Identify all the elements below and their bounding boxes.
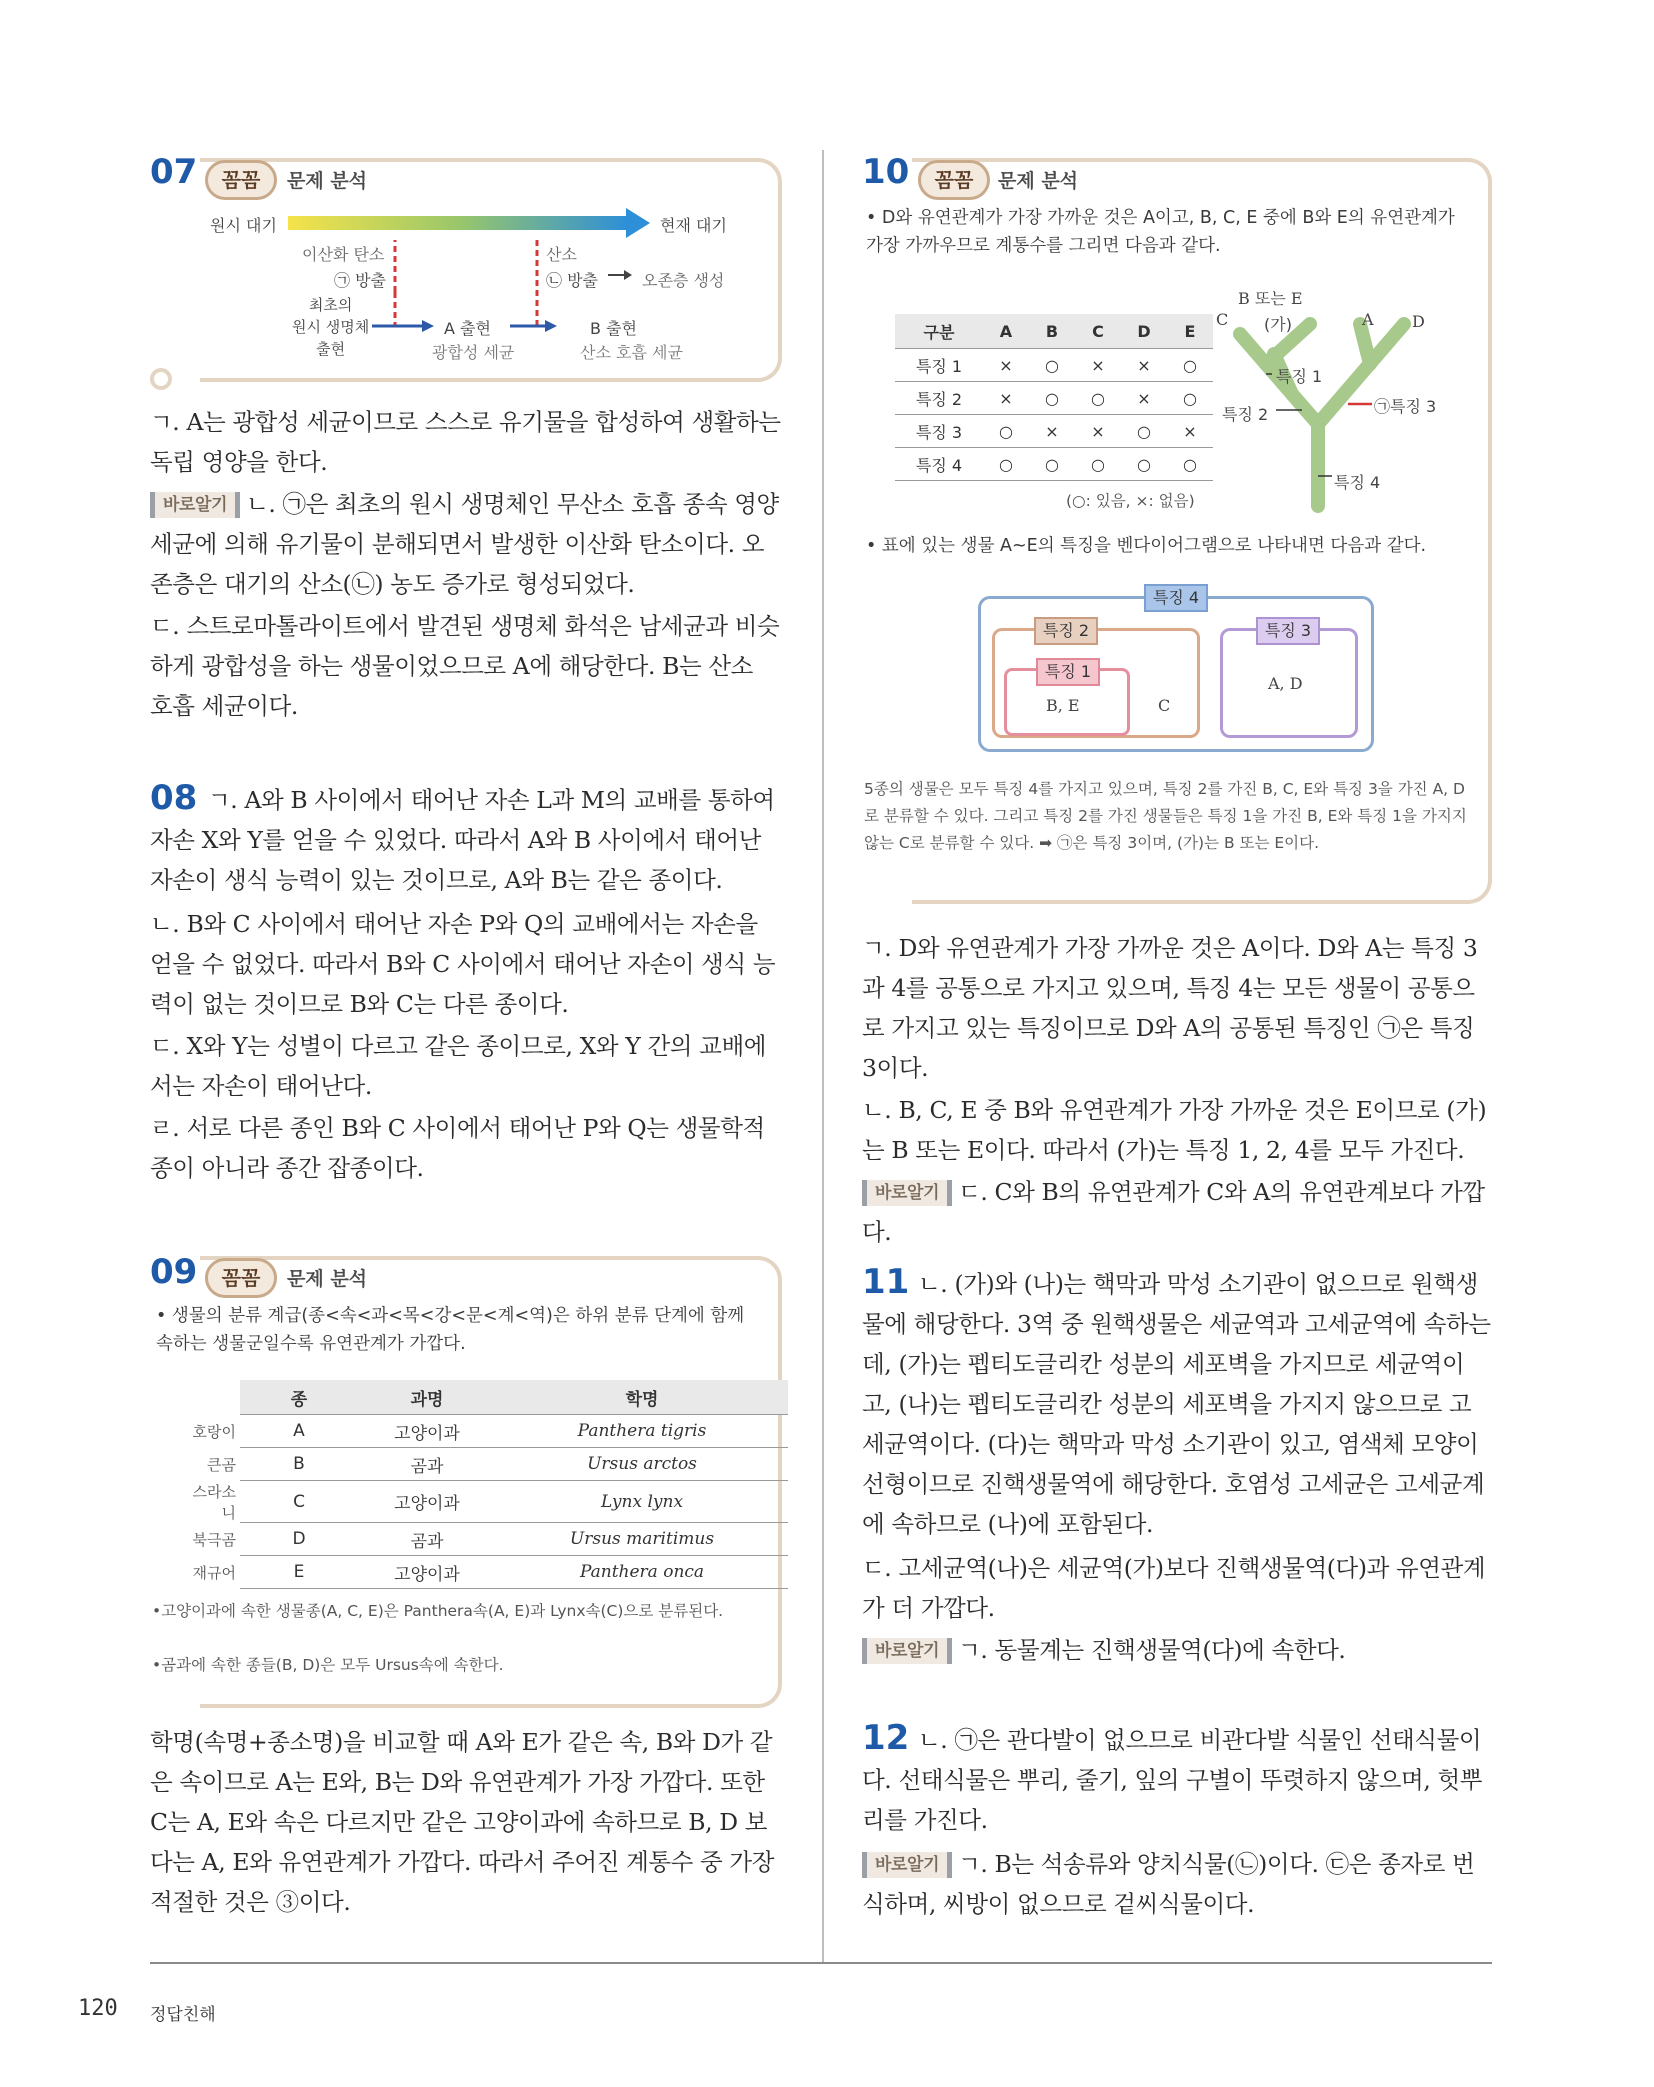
pill-kkomkkom: 꼼꼼 xyxy=(918,160,990,200)
q08-para-1: ㄱ. A와 B 사이에서 태어난 자손 L과 M의 교배를 통하여 자손 X와 Y를 얻을 수 있었다. 따라서 A와 B 사이에서 태어난 자손이 생식 능력이 있는 것이므로, A와 B는 같은 종이다. xyxy=(150,786,775,894)
tree-c: C xyxy=(1216,310,1229,329)
pill-kkomkkom: 꼼꼼 xyxy=(205,1258,277,1298)
q07-para-2: 바로알기 ㄴ. ㉠은 최초의 원시 생명체인 무산소 호흡 종속 영양 세균에 의해 유기물이 분해되면서 발생한 이산화 탄소이다. 오존층은 대기의 산소(㉡) 농도 증가로 형성되었다. xyxy=(150,490,779,598)
table-row: 특징 4 ○ ○ ○ ○ ○ xyxy=(895,448,1213,481)
box-title: 문제 분석 xyxy=(287,170,368,192)
q10-para-1: ㄱ. D와 유연관계가 가장 가까운 것은 A이다. D와 A는 특징 3과 4를 공통으로 가지고 있으며, 특징 4는 모든 생물이 공통으로 가지고 있는 특징이므로 D와 A의 공통된 특징인 ㉠은 특징 3이다. xyxy=(862,934,1478,1082)
question-number-08: 08 xyxy=(150,778,198,818)
question-number-11: 11 xyxy=(862,1262,910,1302)
box-title: 문제 분석 xyxy=(998,170,1079,192)
table-row: 큰곰 B 곰과 Ursus arctos xyxy=(176,1448,788,1481)
q10-para-3: 바로알기 ㄷ. C와 B의 유연관계가 C와 A의 유연관계보다 가깝다. xyxy=(862,1178,1485,1246)
box-knob xyxy=(150,368,172,390)
q09-intro: • 생물의 분류 계급(종<속<과<목<강<문<계<역)은 하위 분류 단계에 함께 속하는 생물군일수록 유연관계가 가깝다. xyxy=(156,1306,745,1354)
footer-rule xyxy=(150,1962,1492,1964)
question-number-09: 09 xyxy=(150,1252,198,1292)
q08-answer xyxy=(150,780,782,902)
q11-answer-rest xyxy=(862,1548,1492,1672)
wrong-badge: 바로알기 xyxy=(862,1180,952,1206)
table-row: 호랑이 A 고양이과 Panthera tigris xyxy=(176,1415,788,1448)
venn-t3-label: 특징 3 xyxy=(1256,617,1320,645)
tree-t1: 특징 1 xyxy=(1276,367,1323,386)
table-legend: (○: 있음, ×: 없음) xyxy=(1066,492,1195,510)
q07-para-3: ㄷ. 스트로마톨라이트에서 발견된 생명체 화석은 남세균과 비슷하게 광합성을 하는 생물이었으므로 A에 해당한다. B는 산소 호흡 세균이다. xyxy=(150,612,780,720)
a-appear: A 출현 xyxy=(444,319,491,338)
q09-answer xyxy=(150,1722,782,1924)
wrong-badge: 바로알기 xyxy=(150,492,240,518)
table-row: 재규어 E 고양이과 Panthera onca xyxy=(176,1556,788,1589)
table-row: 스라소니 C 고양이과 Lynx lynx xyxy=(176,1481,788,1523)
q11-para-1: ㄴ. (가)와 (나)는 핵막과 막성 소기관이 없으므로 원핵생물에 해당한다. 3역 중 원핵생물은 세균역과 고세균역에 속하는데, (가)는 펩티도글리칸 성분의 세포벽을 가지므로 세균역이고, (나)는 펩티도글리칸 성분의 세포벽을 가지지 않으므로 고세균역이다. (다)는 핵막과 막성 소기관이 있고, 염색체 모양이 선형이므로 진핵생물역에 해당한다. 호염성 고세균은 고세균계에 속하므로 (나)에 포함된다. xyxy=(862,1270,1491,1538)
q09-para: 학명(속명+종소명)을 비교할 때 A와 E가 같은 속, B와 D가 같은 속이므로 A는 E와, B는 D와 유연관계가 가장 가깝다. 또한 C는 A, E와 속은 다르지만 같은 고양이과에 속하므로 B, D 보다는 A, E와 유연관계가 가깝다. 따라서 주어진 계통수 중 가장 적절한 것은 ③이다. xyxy=(150,1728,775,1916)
arrow-right-label: 현재 대기 xyxy=(660,216,727,235)
wrong-badge: 바로알기 xyxy=(862,1852,952,1878)
question-number-12: 12 xyxy=(862,1718,910,1758)
tree-t3: ㉠특징 3 xyxy=(1374,397,1437,416)
venn-intro: • 표에 있는 생물 A~E의 특징을 벤다이어그램으로 나타내면 다음과 같다. xyxy=(866,536,1427,556)
trait-table-wrap xyxy=(895,314,1213,481)
q11-para-3: 바로알기 ㄱ. 동물계는 진핵생물역(다)에 속한다. xyxy=(862,1630,1492,1670)
table-row: 북극곰 D 곰과 Ursus maritimus xyxy=(176,1523,788,1556)
q12-answer xyxy=(862,1720,1492,1842)
table-row: 특징 2 × ○ ○ × ○ xyxy=(895,382,1213,415)
co2-release: ㉠ 방출 xyxy=(334,271,386,290)
q11-para-2: ㄷ. 고세균역(나)은 세균역(가)보다 진핵생물역(다)과 유연관계가 더 가깝다. xyxy=(862,1554,1486,1622)
venn-ad: A, D xyxy=(1268,674,1303,693)
q10-note: 5종의 생물은 모두 특징 4를 가지고 있으며, 특징 2를 가진 B, C, E와 특징 3을 가진 A, D로 분류할 수 있다. 그리고 특징 2를 가진 생물들은 특징 1을 가진 B, E와 특징 1을 가지지 않는 C로 분류할 수 있다. ➡ ㉠은 특징 3이며, (가)는 B 또는 E이다. xyxy=(864,780,1467,852)
q08-para-3: ㄷ. X와 Y는 성별이 다르고 같은 종이므로, X와 Y 간의 교배에서는 자손이 태어난다. xyxy=(150,1032,767,1100)
q12-para-2: 바로알기 ㄱ. B는 석송류와 양치식물(㉡)이다. ㉢은 종자로 번식하며, 씨방이 없으므로 겉씨식물이다. xyxy=(862,1850,1475,1918)
arrow-head-icon xyxy=(626,208,650,238)
footer-label: 정답친해 xyxy=(150,2005,216,2025)
tree-t2: 특징 2 xyxy=(1222,405,1269,424)
q08-para-2: ㄴ. B와 C 사이에서 태어난 자손 P와 Q의 교배에서는 자손을 얻을 수 없었다. 따라서 B와 C 사이에서 태어난 자손이 생식 능력이 없는 것이므로 B와 C는 다른 종이다. xyxy=(150,910,776,1018)
tree-b-or-e: B 또는 E xyxy=(1238,289,1303,308)
classification-table-wrap xyxy=(176,1380,788,1589)
q12-answer-rest xyxy=(862,1844,1492,1926)
venn-t2-label: 특징 2 xyxy=(1034,617,1098,645)
page-number: 120 xyxy=(78,1996,118,2021)
a-type: 광합성 세균 xyxy=(432,343,515,362)
table-row: 특징 3 ○ × × ○ × xyxy=(895,415,1213,448)
venn-be: B, E xyxy=(1046,696,1080,715)
q07-answer xyxy=(150,402,782,728)
trait-table: 구분 A B C D E 특징 1 × ○ × × ○ 특징 2 × ○ ○ × ○ 특징 3 ○ × × ○ × 특징 4 ○ ○ ○ ○ ○ xyxy=(895,314,1213,481)
tree-a: A xyxy=(1362,310,1374,329)
q08-answer-rest xyxy=(150,904,782,1190)
b-appear: B 출현 xyxy=(590,319,637,338)
pill-kkomkkom: 꼼꼼 xyxy=(205,160,277,200)
q10-intro: • D와 유연관계가 가장 가까운 것은 A이고, B, C, E 중에 B와 E의 유연관계가 가장 가까우므로 계통수를 그리면 다음과 같다. xyxy=(866,208,1455,256)
o2-release: ㉡ 방출 xyxy=(546,271,598,290)
th-sci: 학명 xyxy=(496,1380,788,1415)
th-family: 과명 xyxy=(358,1380,496,1415)
venn-t1-label: 특징 1 xyxy=(1036,658,1100,686)
venn-c: C xyxy=(1158,696,1171,715)
q09-foot-1: •고양이과에 속한 생물종(A, C, E)은 Panthera속(A, E)과 Lynx속(C)으로 분류된다. xyxy=(152,1602,724,1620)
table-row: 특징 1 × ○ × × ○ xyxy=(895,349,1213,382)
tree-ga: (가) xyxy=(1264,315,1292,334)
q08-para-4: ㄹ. 서로 다른 종인 B와 C 사이에서 태어난 P와 Q는 생물학적 종이 아니라 종간 잡종이다. xyxy=(150,1114,765,1182)
q10-para-2: ㄴ. B, C, E 중 B와 유연관계가 가장 가까운 것은 E이므로 (가)는 B 또는 E이다. 따라서 (가)는 특징 1, 2, 4를 모두 가진다. xyxy=(862,1096,1487,1164)
q07-para-1: ㄱ. A는 광합성 세균이므로 스스로 유기물을 합성하여 생활하는 독립 영양을 한다. xyxy=(150,408,781,476)
tree-d: D xyxy=(1412,312,1425,331)
arrow-left-label: 원시 대기 xyxy=(210,216,277,235)
wrong-badge: 바로알기 xyxy=(862,1638,952,1664)
q11-answer xyxy=(862,1264,1492,1546)
venn-t4-label: 특징 4 xyxy=(1144,584,1208,612)
box-title: 문제 분석 xyxy=(287,1268,368,1290)
b-type: 산소 호흡 세균 xyxy=(580,343,683,362)
o2-label: 산소 xyxy=(546,245,577,264)
first-life-label: 최초의 원시 생명체 출현 xyxy=(292,296,370,358)
q10-answer xyxy=(862,928,1492,1254)
th-species: 종 xyxy=(240,1380,358,1415)
q09-foot-2: •곰과에 속한 종들(B, D)은 모두 Ursus속에 속한다. xyxy=(152,1656,504,1674)
co2-label: 이산화 탄소 xyxy=(302,245,385,264)
column-divider xyxy=(822,150,824,1962)
q12-para-1: ㄴ. ㉠은 관다발이 없으므로 비관다발 식물인 선태식물이다. 선태식물은 뿌리, 줄기, 잎의 구별이 뚜렷하지 않으며, 헛뿌리를 가진다. xyxy=(862,1726,1483,1834)
question-number-10: 10 xyxy=(862,152,910,192)
gradient-arrow xyxy=(288,216,628,230)
tree-t4: 특징 4 xyxy=(1334,473,1381,492)
question-number-07: 07 xyxy=(150,152,198,192)
ozone-label: 오존층 생성 xyxy=(642,271,725,290)
classification-table xyxy=(176,1380,788,1589)
